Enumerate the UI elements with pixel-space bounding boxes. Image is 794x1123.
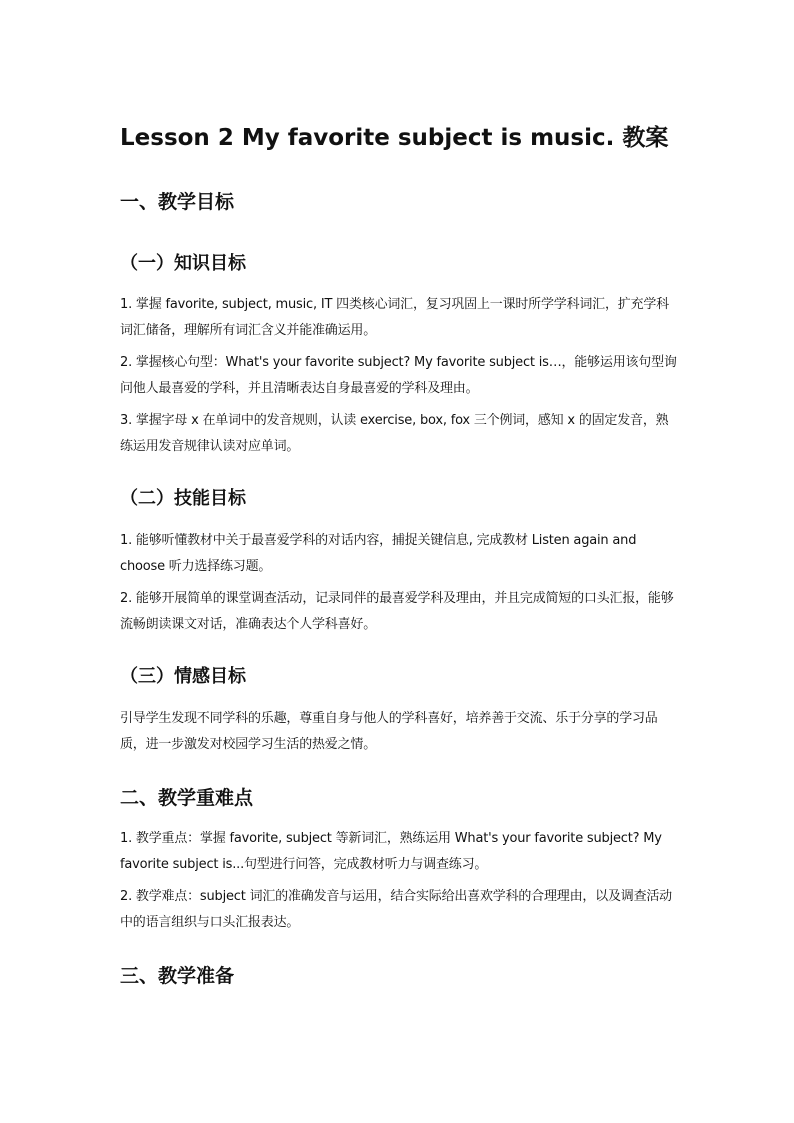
paragraph-knowledge-3: 3. 掌握字母 x 在单词中的发音规则，认读 exercise, box, fox 三个例词，感知 x 的固定发音，熟练运用发音规律认读对应单词。 <box>120 413 669 454</box>
paragraph-emotional-1: 引导学生发现不同学科的乐趣，尊重自身与他人的学科喜好，培养善于交流、乐于分享的学习品质，进一步激发对校园学习生活的热爱之情。 <box>120 711 658 752</box>
paragraph-skill-2: 2. 能够开展简单的课堂调查活动，记录同伴的最喜爱学科及理由，并且完成简短的口头汇报，能够流畅朗读课文对话，准确表达个人学科喜好。 <box>120 591 674 632</box>
paragraph-key-point: 1. 教学重点：掌握 favorite, subject 等新词汇，熟练运用 What's your favorite subject? My favorite subject is...句型进行问答，完成教材听力与调查练习。 <box>120 831 662 872</box>
paragraph-knowledge-2: 2. 掌握核心句型：What's your favorite subject? My favorite subject is…，能够运用该句型询问他人最喜爱的学科，并且清晰表达自身最喜爱的学科及理由。 <box>120 355 677 396</box>
section-heading-teaching-preparation: 三、教学准备 <box>120 965 235 987</box>
subsection-heading-knowledge-objectives: （一）知识目标 <box>120 253 246 274</box>
section-heading-key-difficult-points: 二、教学重难点 <box>120 787 254 809</box>
document-title: Lesson 2 My favorite subject is music. 教案 <box>120 125 669 151</box>
paragraph-difficult-point: 2. 教学难点：subject 词汇的准确发音与运用，结合实际给出喜欢学科的合理理由，以及调查活动中的语言组织与口头汇报表达。 <box>120 889 672 930</box>
paragraph-knowledge-1: 1. 掌握 favorite, subject, music, IT 四类核心词汇，复习巩固上一课时所学学科词汇，扩充学科词汇储备，理解所有词汇含义并能准确运用。 <box>120 297 669 338</box>
section-heading-teaching-objectives: 一、教学目标 <box>120 191 235 213</box>
subsection-heading-emotional-objectives: （三）情感目标 <box>120 666 246 687</box>
subsection-heading-skill-objectives: （二）技能目标 <box>120 488 246 509</box>
paragraph-skill-1: 1. 能够听懂教材中关于最喜爱学科的对话内容，捕捉关键信息, 完成教材 Listen again and choose 听力选择练习题。 <box>120 533 637 574</box>
